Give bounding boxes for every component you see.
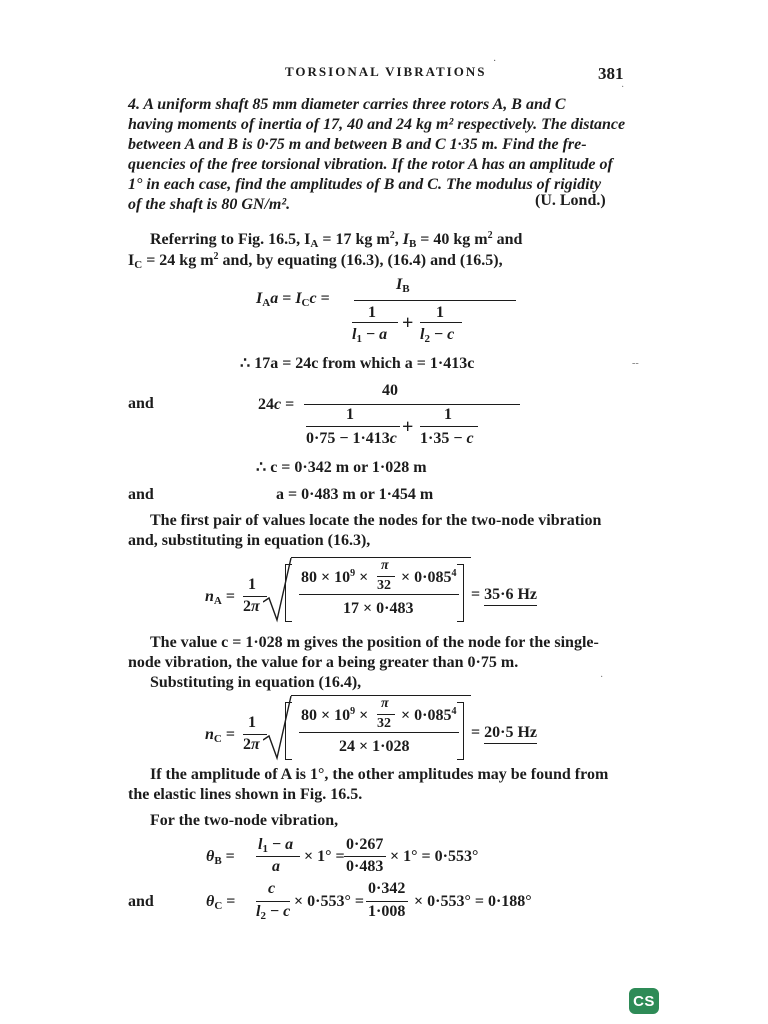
and-label: and bbox=[128, 893, 154, 910]
paragraph-line: If the amplitude of A is 1°, the other amplitudes may be found from bbox=[150, 766, 609, 783]
scan-speck: -- bbox=[632, 358, 639, 369]
paragraph-line: Substituting in equation (16.4), bbox=[150, 674, 362, 691]
problem-line: 1° in each case, find the amplitudes of B and C. The modulus of rigidity bbox=[128, 176, 602, 193]
problem-line: of the shaft is 80 GN/m². bbox=[128, 196, 291, 213]
thetaC-result: 0·188° bbox=[487, 893, 532, 910]
equation-thetaB: $\theta_B$ = $l_1 - a$ a × 1° = 0·267 0·483 × 1° = 0·553° bbox=[206, 836, 479, 875]
nA-result: 35·6 Hz bbox=[484, 586, 537, 606]
scan-speck: · bbox=[493, 56, 497, 67]
and-label: and bbox=[128, 486, 154, 503]
page-number: 381 bbox=[598, 64, 624, 83]
problem-line: 4. A uniform shaft 85 mm diameter carries three rotors A, B and C bbox=[128, 96, 566, 113]
scan-speck: · bbox=[621, 82, 625, 93]
paragraph-line: the elastic lines shown in Fig. 16.5. bbox=[128, 786, 363, 803]
paragraph-line: node vibration, the value for a being greater than 0·75 m. bbox=[128, 654, 519, 671]
and-label: and bbox=[128, 395, 154, 412]
problem-source: (U. Lond.) bbox=[535, 192, 606, 209]
paragraph-line: The first pair of values locate the nodes for the two-node vibration bbox=[150, 512, 602, 529]
equation-nC: $n_C$ = 1 2π $80 \times 10^9$ × π 32 × $0\cdot 085^4$ 24 × 1·028 = 20·5 Hz bbox=[205, 694, 565, 764]
equation-nA: $n_A$ = 1 2π $80 \times 10^9$ × π 32 × $0\cdot 085^4$ 17 × 0·483 = 35·6 Hz bbox=[205, 556, 565, 626]
scan-speck: · bbox=[600, 672, 604, 683]
nC-result: 20·5 Hz bbox=[484, 724, 537, 744]
referring-line-2: $I_C = 24$ kg $m^2$ and, by equating (16.3), (16.4) and (16.5), bbox=[128, 251, 503, 271]
problem-line: quencies of the free torsional vibration. If the rotor A has an amplitude of bbox=[128, 156, 613, 173]
c-values: ∴ c = 0·342 m or 1·028 m bbox=[256, 459, 427, 476]
paragraph-line: and, substituting in equation (16.3), bbox=[128, 532, 371, 549]
paragraph-line: For the two-node vibration, bbox=[150, 812, 339, 829]
referring-line-1: Referring to Fig. 16.5, $I_A = 17$ kg $m^2$, $I_B = 40$ kg $m^2$ and bbox=[150, 230, 523, 250]
thetaB-result: 0·553° bbox=[434, 848, 479, 865]
equation-thetaC: $\theta_C$ = c $l_2 - c$ × 0·553° = 0·342 1·008 × 0·553° = 0·188° bbox=[206, 880, 532, 922]
running-header: TORSIONAL VIBRATIONS bbox=[285, 64, 487, 79]
problem-line: having moments of inertia of 17, 40 and 24 kg m² respectively. The distance bbox=[128, 116, 626, 133]
problem-line: between A and B is 0·75 m and between B and C 1·35 m. Find the fre- bbox=[128, 136, 587, 153]
therefore-a-relation: ∴ 17a = 24c from which a = 1·413c bbox=[240, 355, 475, 372]
scanner-logo: CS bbox=[629, 988, 659, 1014]
paragraph-line: The value c = 1·028 m gives the position of the node for the single- bbox=[150, 634, 599, 651]
a-values: a = 0·483 m or 1·454 m bbox=[276, 486, 434, 503]
